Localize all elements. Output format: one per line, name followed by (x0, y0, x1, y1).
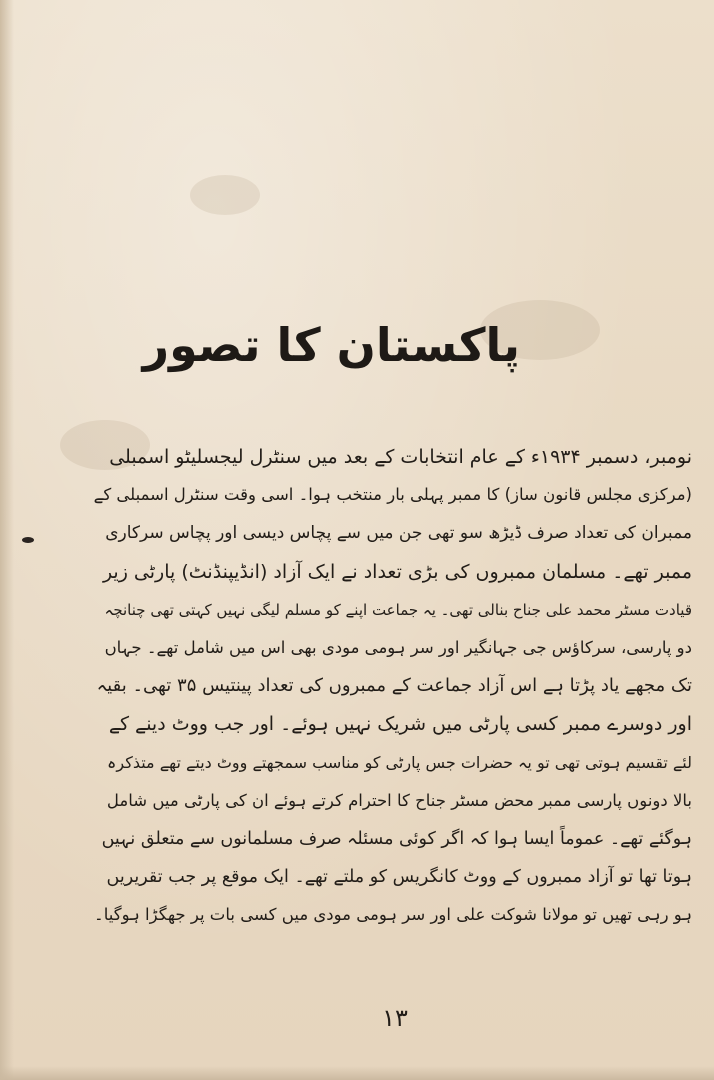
text-line: ممبران کی تعداد صرف ڈیڑھ سو تھی جن میں سے پچاس دیسی اور پچاس سرکاری (105, 523, 692, 544)
text-line: ہوتا تھا تو آزاد ممبروں کے ووٹ کانگریس کو ملتے تھے۔ ایک موقع پر جب تقریریں (106, 867, 692, 888)
page-edge-shadow-bottom (0, 1066, 714, 1080)
ink-mark (22, 537, 34, 543)
body-paragraph (92, 438, 692, 934)
text-line: ہو رہی تھیں تو مولانا شوکت علی اور سر ہومی مودی میں کسی بات پر جھگڑا ہوگیا۔ (94, 905, 692, 925)
paper-stain (190, 175, 260, 215)
text-line: (مرکزی مجلس قانون ساز) کا ممبر پہلی بار منتخب ہوا۔ اسی وقت سنٹرل اسمبلی کے (93, 485, 692, 505)
text-line: قیادت مسٹر محمد علی جناح بنالی تھی۔ یہ جماعت اپنے کو مسلم لیگی نہیں کہتی تھی چنانچہ (104, 600, 692, 619)
text-line: اور دوسرے ممبر کسی پارٹی میں شریک نہیں ہوئے۔ اور جب ووٹ دینے کے (108, 713, 692, 736)
text-line: بالا دونوں پارسی ممبر محض مسٹر جناح کا احترام کرتے ہوئے ان کی پارٹی میں شامل (106, 790, 692, 810)
page-number: ۱۳ (382, 1004, 408, 1032)
text-line: دو پارسی، سرکاؤس جی جہانگیر اور سر ہومی مودی بھی اس میں شامل تھے۔ جہاں (104, 637, 692, 657)
text-line: تک مجھے یاد پڑتا ہے اس آزاد جماعت کے ممبروں کی تعداد پینتیس ۳۵ تھی۔ بقیہ (96, 675, 692, 697)
text-line: ممبر تھے۔ مسلمان ممبروں کی بڑی تعداد نے ایک آزاد (انڈیپنڈنٹ) پارٹی زیر (102, 560, 692, 583)
page-edge-shadow-left (0, 0, 14, 1080)
text-line: ہوگئے تھے۔ عموماً ایسا ہوا کہ اگر کوئی مسئلہ صرف مسلمانوں سے متعلق نہیں (101, 828, 692, 849)
chapter-title: پاکستان کا تصور (142, 318, 520, 372)
text-line: نومبر، دسمبر ۱۹۳۴ء کے عام انتخابات کے بعد میں سنٹرل لیجسلیٹو اسمبلی (109, 446, 692, 468)
text-line: لئے تقسیم ہوتی تھی تو یہ حضرات جس پارٹی کو مناسب سمجھتے ووٹ دیتے تھے متذکرہ (107, 752, 692, 772)
